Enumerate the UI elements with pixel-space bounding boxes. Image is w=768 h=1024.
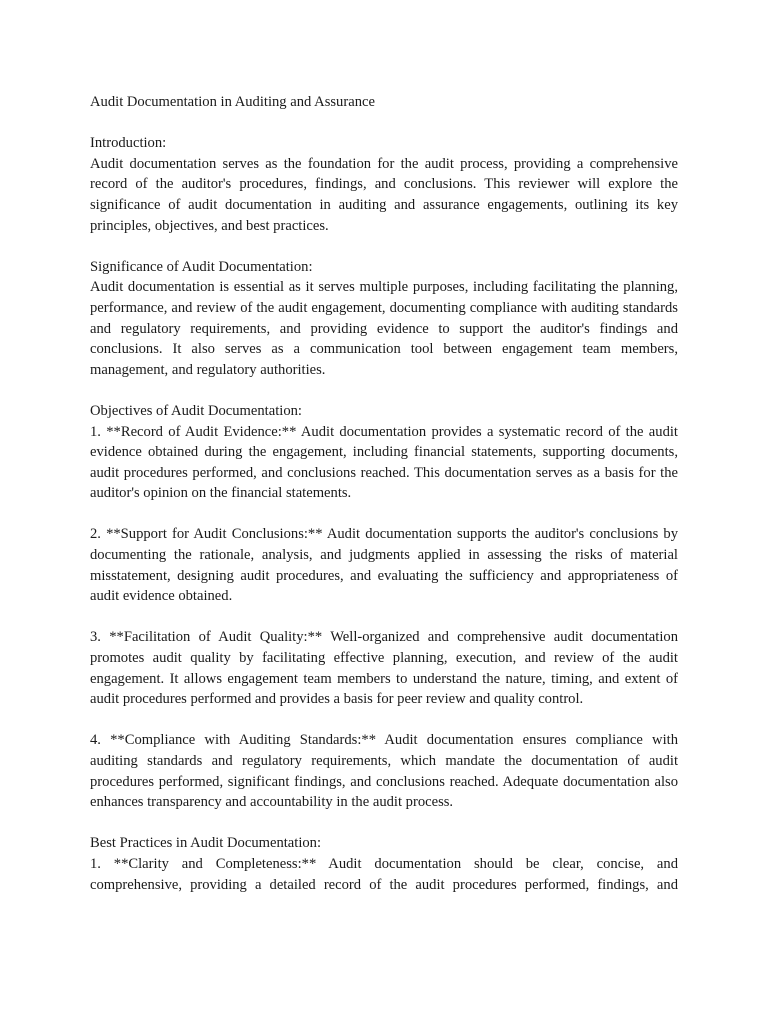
objective-item: 1. **Record of Audit Evidence:** Audit documentation provides a systematic record of the audit evidence obtained during the engagement, including financial statements, supporting documents, audit procedures performed, and conclusions reached. This documentation serves as a basis for the auditor's opinion on the financial statements. <box>90 423 678 502</box>
introduction-heading: Introduction: <box>90 135 167 152</box>
spacer <box>90 504 678 525</box>
best-practice-item: 1. **Clarity and Completeness:** Audit documentation should be clear, concise, and comprehensive, providing a detailed record of the audit procedures performed, findings, and <box>90 855 678 893</box>
objective-item: 4. **Compliance with Auditing Standards:** Audit documentation ensures compliance with auditing standards and regulatory requirements, which mandate the documentation of audit procedures performed, significant findings, and conclusions reached. Adequate documentation also enhances transparency and accountability in the audit process. <box>90 732 678 811</box>
best-practices-heading: Best Practices in Audit Documentation: <box>90 835 322 852</box>
spacer <box>90 607 678 628</box>
spacer <box>90 710 678 731</box>
introduction-body: Audit documentation serves as the foundation for the audit process, providing a comprehensive record of the auditor's procedures, findings, and conclusions. This reviewer will explore the significance of audit documentation in auditing and assurance engagements, outlining its key principles, objectives, and best practices. <box>90 155 678 234</box>
document-page <box>90 92 678 895</box>
significance-body: Audit documentation is essential as it serves multiple purposes, including facilitating the planning, performance, and review of the audit engagement, documenting compliance with auditing standards and regulatory requirements, and providing evidence to support the auditor's findings and conclusions. It also serves as a communication tool between engagement team members, management, and regulatory authorities. <box>90 279 678 378</box>
spacer <box>90 236 678 257</box>
objective-item: 3. **Facilitation of Audit Quality:** Well-organized and comprehensive audit documentation promotes audit quality by facilitating effective planning, execution, and review of the audit engagement. It allows engagement team members to understand the nature, timing, and extent of audit procedures performed and provides a basis for peer review and quality control. <box>90 629 678 708</box>
spacer <box>90 813 678 834</box>
spacer <box>90 380 678 401</box>
objective-item: 2. **Support for Audit Conclusions:** Audit documentation supports the auditor's conclusions by documenting the rationale, analysis, and judgments applied in assessing the risks of material misstatement, designing audit procedures, and evaluating the sufficiency and appropriateness of audit evidence obtained. <box>90 526 678 605</box>
objectives-heading: Objectives of Audit Documentation: <box>90 402 302 419</box>
significance-heading: Significance of Audit Documentation: <box>90 258 313 275</box>
document-title: Audit Documentation in Auditing and Assurance <box>90 94 375 110</box>
spacer <box>90 113 678 134</box>
